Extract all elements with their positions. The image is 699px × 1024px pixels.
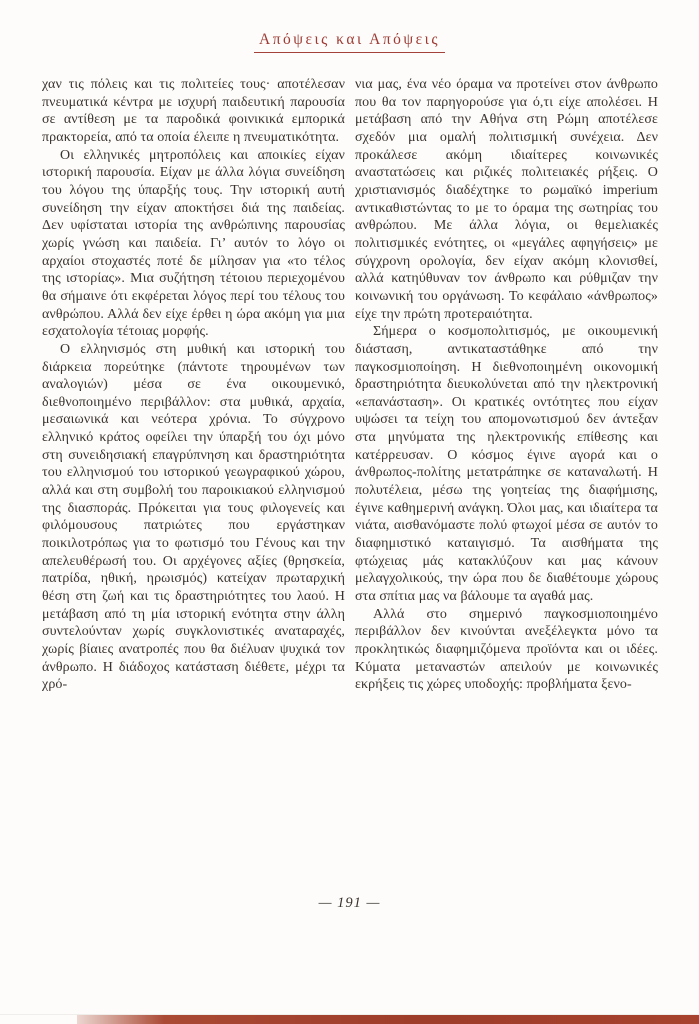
paragraph: χαν τις πόλεις και τις πολιτείες τους· αποτέλεσαν πνευματικά κέντρα με ισχυρή παιδευτική παρουσία σε αντίθεση με τα παροδικά φοινικικά εμπορικά πρακτορεία, από τα οποία έλειπε η πνευματικότητα. [42, 77, 345, 145]
paragraph: νια μας, ένα νέο όραμα να προτείνει στον άνθρωπο που θα τον παρηγορούσε για ό,τι είχε απολέσει. Η μετάβαση από την Αθήνα στη Ρώμη αποτέλεσε σχεδόν μια ομαλή πολιτισμική συνέχεια. Δεν προκάλεσε ακόμη ιδιαίτερες κοινωνικές αναστατώσεις και ριζικές πολιτειακές ρήξεις. Ο χριστιανισμός διαδέχτηκε το ρωμαϊκό imperium αντικαθιστώντας το με το όραμα της σωτηρίας του ανθρώπου. Με άλλα λόγια, οι θεμελιακές πολιτισμικές ενότητες, οι «μεγάλες αφηγήσεις» με σύγχρονη ορολογία, δεν είχαν ακόμη κλονισθεί, αλλά κατηύθυναν τον άνθρωπο και ρύθμιζαν την κοινωνική του οργάνωση. Το κεφάλαιο «άνθρωπος» είχε την πρώτη προτεραιότητα. [355, 77, 658, 322]
running-header-title: Απόψεις και Απόψεις [254, 31, 445, 53]
page-number: — 191 — [318, 895, 381, 911]
paragraph: Ο ελληνισμός στη μυθική και ιστορική του διάρκεια πορεύτηκε (πάντοτε τηρουμένων των αναλογιών) μέσα σε ένα οικουμενικό, διεθνοποιημένο περιβάλλον: στα μυθικά, αρχαία, μεσαιωνικά και νεότερα χρόνια. Το σύγχρονο ελληνικό κράτος οφείλει την ύπαρξή του όχι μόνο στη συνειδησιακή επαγρύπνηση και δραστηριότητα του ελληνισμού του ιστορικού γεωγραφικού χώρου, αλλά και στη συμβολή του παροικιακού ελληνισμού της διασποράς. Πρόκειται για τους φιλογενείς και φιλόμουσους πατριώτες που εργάστηκαν ποικιλοτρόπως για το φωτισμό του Γένους και την απελευθέρωσή του. Οι αρχέγονες αξίες (θρησκεία, πατρίδα, ηθική, ηρωισμός) κατείχαν πρωταρχική θέση στη ζωή και τις δραστηριότητες του λαού. Η μετάβαση από τη μία ιστορική ενότητα στην άλλη συντελούνταν χωρίς συγκλονιστικές αναταραχές, χωρίς βίαιες ανατροπές που θα διέλυαν ψυχικά τον άνθρωπο. Η διάδοχος κατάσταση διέθετε, μέχρι τα χρό- [42, 341, 345, 693]
left-column [42, 76, 345, 694]
text-columns [42, 76, 658, 694]
running-header [0, 31, 699, 53]
scan-edge-red-bar [77, 1015, 699, 1024]
page-footer [0, 894, 699, 912]
paragraph: Αλλά στο σημερινό παγκοσμιοποιημένο περιβάλλον δεν κινούνται ανεξέλεγκτα μόνο τα προκλητικώς διαφημιζόμενα προϊόντα και οι ιδέες. Κύματα μεταναστών απειλούν με κοινωνικές εκρήξεις τις χώρες υποδοχής: προβλήματα ξενο- [355, 606, 658, 693]
paragraph: Οι ελληνικές μητροπόλεις και αποικίες είχαν ιστορική παρουσία. Είχαν με άλλα λόγια συνείδηση του λόγου της ύπαρξής τους. Την ιστορική αυτή συνείδηση την είχαν αποκτήσει διά της παιδείας. Δεν υφίσταται ιστορία της ανθρώπινης παρουσίας χωρίς γνώση και παιδεία. Γι’ αυτόν το λόγο οι αρχαίοι στοχαστές ποτέ δε μίλησαν για «το τέλος της ιστορίας». Μια συζήτηση τέτοιου περιεχομένου θα σήμαινε ότι εκφέρεται λόγος περί του τέλους του ανθρώπου. Αλλά δεν είχε έρθει η ώρα ακόμη για μια εσχατολογία τέτοιας μορφής. [42, 147, 345, 340]
right-column [355, 76, 658, 694]
paragraph: Σήμερα ο κοσμοπολιτισμός, με οικουμενική διάσταση, αντικαταστάθηκε από την παγκοσμιοποίηση. Η διεθνοποιημένη οικονομική δραστηριότητα διευκολύνεται από την ηλεκτρονική «επανάσταση». Οι κρατικές οντότητες που είχαν υψώσει τα τείχη του απομονωτισμού δεν άντεξαν στα μηνύματα της ηλεκτρονικής επίθεσης και κατέρρευσαν. Ο κόσμος έγινε αγορά και ο άνθρωπος-πολίτης μετατράπηκε σε καταναλωτή. Η πολυτέλεια, μέσω της γοητείας της διαφήμισης, έγινε καθημερινή ανάγκη. Όλοι μας, και ιδιαίτερα τα νιάτα, αισθανόμαστε πολύ φτωχοί μέσα σε αυτόν το διαφημιστικό καταιγισμό. Τα αισθήματα της φτώχειας μάς κατακλύζουν και μας κάνουν μελαγχολικούς, την ώρα που δε διαθέτουμε χώρους στα σπίτια μας να βάλουμε τα αγαθά μας. [355, 324, 658, 605]
